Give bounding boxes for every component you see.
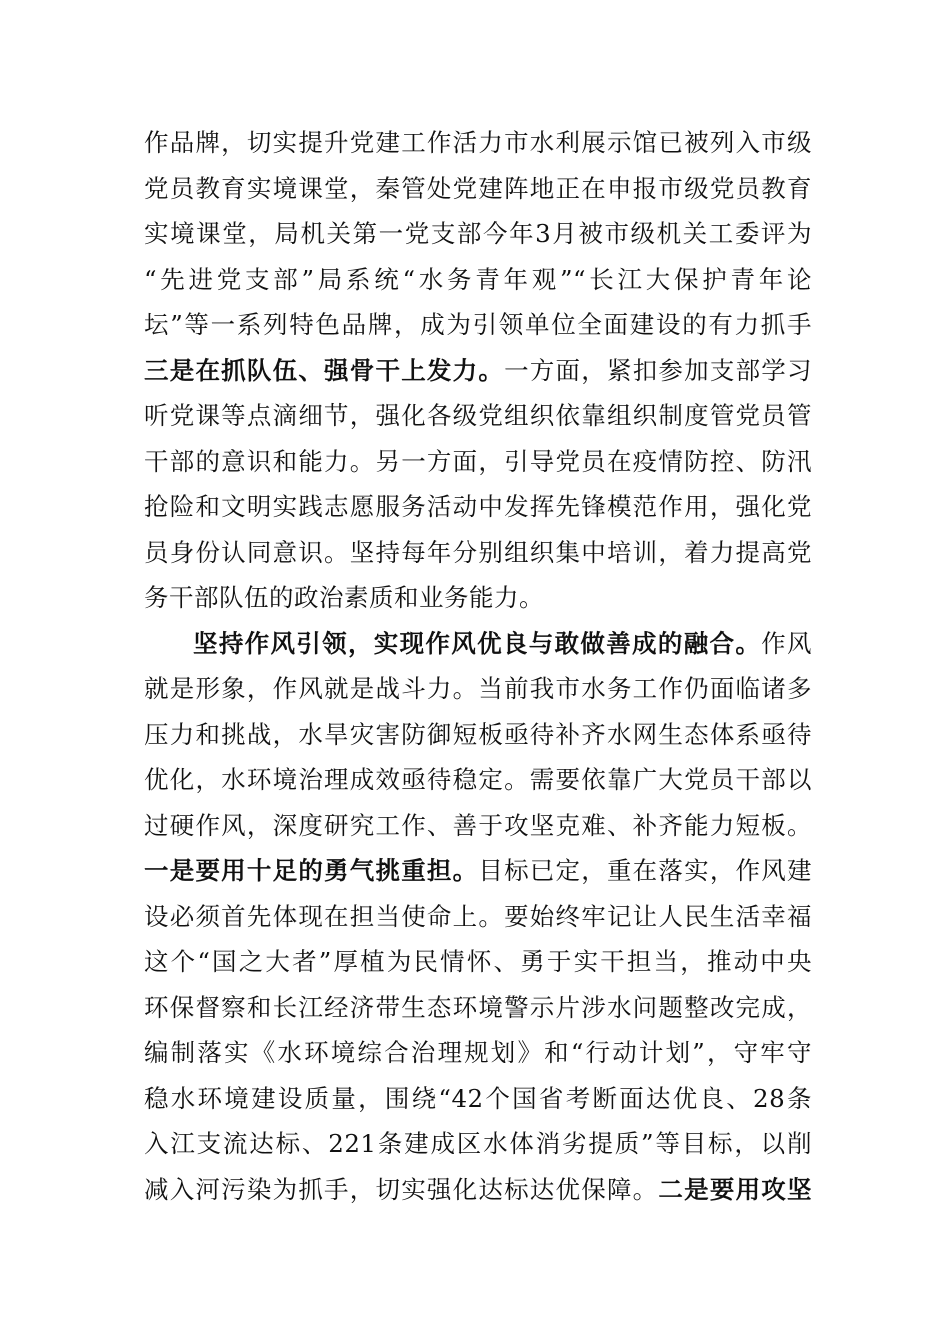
text-line: 党员教育实境课堂，秦管处党建阵地正在申报市级党员教育	[144, 173, 812, 203]
text-span: 减入河污染为抓手，切实强化达标达优保障。	[144, 1174, 659, 1204]
text-span: 一方面，紧扣参加支部学习	[504, 355, 813, 385]
text-span: 作风	[761, 628, 812, 658]
text-line: 这个“国之大者”厚植为民情怀、勇于实干担当，推动中央	[144, 947, 812, 976]
text-line	[144, 848, 812, 894]
bold-heading: 一是要用十足的勇气挑重担。	[144, 856, 479, 885]
text-line	[144, 621, 812, 667]
text-line: 压力和挑战，水旱灾害防御短板亟待补齐水网生态体系亟待	[144, 719, 812, 749]
text-line: 环保督察和长江经济带生态环境警示片涉水问题整改完成，	[144, 992, 812, 1022]
bold-heading: 三是在抓队伍、强骨干上发力。	[144, 355, 505, 385]
text-span: 目标已定，重在落实，作风建	[478, 856, 812, 885]
text-line	[144, 348, 812, 394]
text-line: “先进党支部”局系统“水务青年观”“长江大保护青年论	[144, 264, 812, 294]
text-line: 作品牌，切实提升党建工作活力市水利展示馆已被列入市级	[144, 128, 812, 157]
bold-heading: 坚持作风引领，实现作风优良与敢做善成的融合。	[193, 628, 762, 658]
text-line: 入江支流达标、221条建成区水体消劣提质”等目标，以削	[144, 1129, 812, 1158]
text-line: 务干部队伍的政治素质和业务能力。	[144, 583, 544, 612]
text-line	[144, 1167, 812, 1213]
text-line: 干部的意识和能力。另一方面，引导党员在疫情防控、防汛	[144, 446, 812, 476]
text-line: 抢险和文明实践志愿服务活动中发挥先锋模范作用，强化党	[144, 492, 812, 521]
text-line: 稳水环境建设质量，围绕“42个国省考断面达优良、28条	[144, 1083, 812, 1113]
text-line: 实境课堂，局机关第一党支部今年3月被市级机关工委评为	[144, 219, 812, 248]
text-line: 员身份认同意识。坚持每年分别组织集中培训，着力提高党	[144, 537, 812, 567]
bold-heading: 二是要用攻坚	[658, 1174, 813, 1204]
text-line: 优化，水环境治理成效亟待稳定。需要依靠广大党员干部以	[144, 765, 812, 794]
text-line: 坛”等一系列特色品牌，成为引领单位全面建设的有力抓手	[144, 310, 812, 339]
text-line: 设必须首先体现在担当使命上。要始终牢记让人民生活幸福	[144, 901, 812, 931]
text-line: 就是形象，作风就是战斗力。当前我市水务工作仍面临诸多	[144, 674, 812, 703]
text-line: 听党课等点滴细节，强化各级党组织依靠组织制度管党员管	[144, 401, 812, 430]
text-line: 编制落实《水环境综合治理规划》和“行动计划”，守牢守	[144, 1038, 812, 1067]
document-body	[144, 120, 812, 1212]
text-line: 过硬作风，深度研究工作、善于攻坚克难、补齐能力短板。	[144, 810, 812, 840]
